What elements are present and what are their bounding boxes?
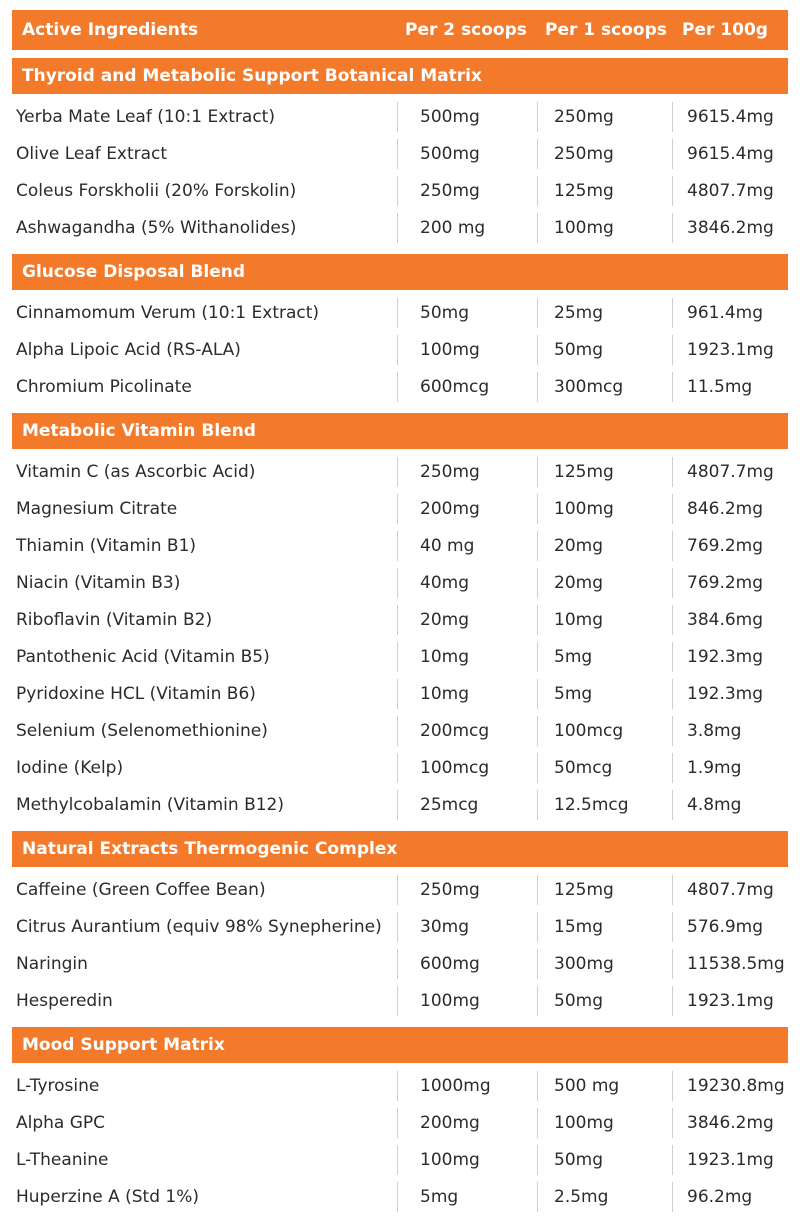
amount-per-100g: 576.9mg	[672, 912, 788, 942]
section-title: Mood Support Matrix	[12, 1027, 788, 1063]
ingredient-name: Thiamin (Vitamin B1)	[16, 535, 197, 556]
ingredient-name: Methylcobalamin (Vitamin B12)	[16, 794, 284, 815]
amount-per-100g: 4807.7mg	[672, 176, 788, 206]
amount-per-100g: 3846.2mg	[672, 213, 788, 243]
amount-per-1-scoop: 125mg	[537, 176, 672, 206]
amount-per-2-scoops: 500mg	[397, 102, 537, 132]
amount-per-2-scoops: 10mg	[397, 642, 537, 672]
amount-per-1-scoop: 125mg	[537, 457, 672, 487]
amount-per-1-scoop: 12.5mcg	[537, 790, 672, 820]
amount-per-2-scoops: 50mg	[397, 298, 537, 328]
ingredient-name: Naringin	[16, 953, 88, 974]
amount-per-1-scoop: 50mcg	[537, 753, 672, 783]
amount-per-1-scoop: 500 mg	[537, 1071, 672, 1101]
section-title: Metabolic Vitamin Blend	[12, 413, 788, 449]
table-row	[12, 1178, 788, 1215]
amount-per-2-scoops: 25mcg	[397, 790, 537, 820]
ingredient-name: Selenium (Selenomethionine)	[16, 720, 268, 741]
amount-per-1-scoop: 100mg	[537, 1108, 672, 1138]
table-row	[12, 564, 788, 601]
amount-per-2-scoops: 200 mg	[397, 213, 537, 243]
amount-per-1-scoop: 300mcg	[537, 372, 672, 402]
amount-per-100g: 96.2mg	[672, 1182, 788, 1212]
amount-per-2-scoops: 20mg	[397, 605, 537, 635]
amount-per-2-scoops: 30mg	[397, 912, 537, 942]
amount-per-100g: 769.2mg	[672, 531, 788, 561]
table-row	[12, 1141, 788, 1178]
table-row	[12, 368, 788, 405]
section-title: Glucose Disposal Blend	[12, 254, 788, 290]
ingredient-name: Citrus Aurantium (equiv 98% Synepherine)	[16, 916, 382, 937]
ingredient-name: Vitamin C (as Ascorbic Acid)	[16, 461, 256, 482]
amount-per-1-scoop: 50mg	[537, 1145, 672, 1175]
sections	[12, 58, 788, 1215]
table-row	[12, 1104, 788, 1141]
amount-per-100g: 1923.1mg	[672, 986, 788, 1016]
amount-per-100g: 9615.4mg	[672, 102, 788, 132]
amount-per-2-scoops: 40 mg	[397, 531, 537, 561]
amount-per-2-scoops: 100mcg	[397, 753, 537, 783]
ingredient-name: Hesperedin	[16, 990, 113, 1011]
ingredient-name: Huperzine A (Std 1%)	[16, 1186, 199, 1207]
ingredient-name: Coleus Forskholii (20% Forskolin)	[16, 180, 297, 201]
ingredients-table	[12, 10, 788, 1223]
amount-per-1-scoop: 5mg	[537, 679, 672, 709]
amount-per-1-scoop: 100mg	[537, 494, 672, 524]
amount-per-1-scoop: 250mg	[537, 139, 672, 169]
amount-per-100g: 961.4mg	[672, 298, 788, 328]
amount-per-100g: 4807.7mg	[672, 875, 788, 905]
amount-per-100g: 4807.7mg	[672, 457, 788, 487]
ingredient-name: Caffeine (Green Coffee Bean)	[16, 879, 266, 900]
table-row	[12, 982, 788, 1019]
amount-per-1-scoop: 125mg	[537, 875, 672, 905]
header-per-100g: Per 100g	[682, 20, 768, 40]
amount-per-1-scoop: 5mg	[537, 642, 672, 672]
ingredient-name: Alpha GPC	[16, 1112, 106, 1133]
amount-per-2-scoops: 100mg	[397, 335, 537, 365]
header-ingredient: Active Ingredients	[22, 20, 199, 40]
amount-per-100g: 19230.8mg	[672, 1071, 788, 1101]
amount-per-1-scoop: 50mg	[537, 335, 672, 365]
table-row	[12, 601, 788, 638]
header-per-1-scoop: Per 1 scoops	[545, 20, 667, 40]
amount-per-100g: 11.5mg	[672, 372, 788, 402]
amount-per-2-scoops: 500mg	[397, 139, 537, 169]
amount-per-2-scoops: 5mg	[397, 1182, 537, 1212]
amount-per-1-scoop: 15mg	[537, 912, 672, 942]
amount-per-100g: 1923.1mg	[672, 1145, 788, 1175]
amount-per-1-scoop: 2.5mg	[537, 1182, 672, 1212]
amount-per-2-scoops: 250mg	[397, 176, 537, 206]
section-title: Thyroid and Metabolic Support Botanical Matrix	[12, 58, 788, 94]
table-row	[12, 749, 788, 786]
ingredient-name: Olive Leaf Extract	[16, 143, 168, 164]
amount-per-100g: 192.3mg	[672, 642, 788, 672]
table-row	[12, 172, 788, 209]
table-row	[12, 135, 788, 172]
ingredient-name: L-Theanine	[16, 1149, 109, 1170]
amount-per-100g: 11538.5mg	[672, 949, 788, 979]
ingredient-name: Chromium Picolinate	[16, 376, 192, 397]
section	[12, 254, 788, 405]
section-title: Natural Extracts Thermogenic Complex	[12, 831, 788, 867]
amount-per-1-scoop: 20mg	[537, 531, 672, 561]
amount-per-2-scoops: 200mg	[397, 494, 537, 524]
table-row	[12, 675, 788, 712]
table-row	[12, 712, 788, 749]
table-row	[12, 908, 788, 945]
section	[12, 1027, 788, 1215]
ingredient-name: Magnesium Citrate	[16, 498, 178, 519]
amount-per-2-scoops: 250mg	[397, 875, 537, 905]
amount-per-100g: 4.8mg	[672, 790, 788, 820]
amount-per-2-scoops: 600mg	[397, 949, 537, 979]
ingredient-name: Riboflavin (Vitamin B2)	[16, 609, 213, 630]
table-row	[12, 98, 788, 135]
table-row	[12, 638, 788, 675]
amount-per-2-scoops: 200mg	[397, 1108, 537, 1138]
amount-per-2-scoops: 100mg	[397, 986, 537, 1016]
section	[12, 58, 788, 246]
table-row	[12, 453, 788, 490]
ingredient-name: Ashwagandha (5% Withanolides)	[16, 217, 297, 238]
section	[12, 831, 788, 1019]
amount-per-100g: 3846.2mg	[672, 1108, 788, 1138]
amount-per-2-scoops: 100mg	[397, 1145, 537, 1175]
amount-per-1-scoop: 250mg	[537, 102, 672, 132]
amount-per-2-scoops: 250mg	[397, 457, 537, 487]
amount-per-1-scoop: 10mg	[537, 605, 672, 635]
amount-per-2-scoops: 200mcg	[397, 716, 537, 746]
amount-per-100g: 3.8mg	[672, 716, 788, 746]
ingredient-name: Yerba Mate Leaf (10:1 Extract)	[16, 106, 275, 127]
amount-per-100g: 769.2mg	[672, 568, 788, 598]
amount-per-100g: 1.9mg	[672, 753, 788, 783]
amount-per-1-scoop: 300mg	[537, 949, 672, 979]
amount-per-2-scoops: 1000mg	[397, 1071, 537, 1101]
table-row	[12, 871, 788, 908]
amount-per-100g: 192.3mg	[672, 679, 788, 709]
ingredient-name: Alpha Lipoic Acid (RS-ALA)	[16, 339, 241, 360]
ingredient-name: Iodine (Kelp)	[16, 757, 124, 778]
header-per-2-scoops: Per 2 scoops	[405, 20, 527, 40]
table-header	[12, 10, 788, 50]
table-row	[12, 786, 788, 823]
amount-per-2-scoops: 10mg	[397, 679, 537, 709]
ingredient-name: Pantothenic Acid (Vitamin B5)	[16, 646, 270, 667]
table-row	[12, 1067, 788, 1104]
table-row	[12, 331, 788, 368]
amount-per-2-scoops: 600mcg	[397, 372, 537, 402]
table-row	[12, 490, 788, 527]
amount-per-1-scoop: 20mg	[537, 568, 672, 598]
ingredient-name: Cinnamomum Verum (10:1 Extract)	[16, 302, 320, 323]
table-row	[12, 945, 788, 982]
amount-per-1-scoop: 50mg	[537, 986, 672, 1016]
amount-per-2-scoops: 40mg	[397, 568, 537, 598]
amount-per-100g: 1923.1mg	[672, 335, 788, 365]
table-row	[12, 294, 788, 331]
amount-per-1-scoop: 25mg	[537, 298, 672, 328]
table-row	[12, 527, 788, 564]
ingredient-name: L-Tyrosine	[16, 1075, 100, 1096]
table-row	[12, 209, 788, 246]
ingredient-name: Niacin (Vitamin B3)	[16, 572, 181, 593]
amount-per-100g: 384.6mg	[672, 605, 788, 635]
amount-per-100g: 846.2mg	[672, 494, 788, 524]
section	[12, 413, 788, 823]
amount-per-100g: 9615.4mg	[672, 139, 788, 169]
ingredient-name: Pyridoxine HCL (Vitamin B6)	[16, 683, 256, 704]
amount-per-1-scoop: 100mcg	[537, 716, 672, 746]
amount-per-1-scoop: 100mg	[537, 213, 672, 243]
